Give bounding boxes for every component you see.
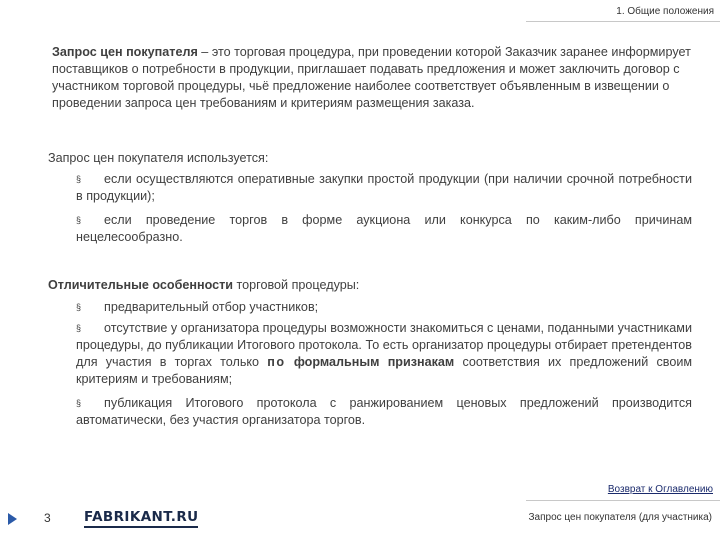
usage-item-2	[76, 212, 692, 246]
fabrikant-logo	[84, 509, 198, 525]
features-heading-bold: Отличительные особенности	[48, 278, 234, 292]
feature-emphasis-1: по	[267, 355, 286, 369]
bullet-icon: §	[76, 398, 82, 408]
back-to-contents-link[interactable]: Возврат к Оглавлению	[607, 484, 713, 495]
feature-emphasis-2: формальным признакам	[293, 355, 455, 369]
feature-item-text: публикация Итогового протокола с ранжированием ценовых предложений производится автоматически, без участия организатора торгов.	[76, 396, 692, 427]
footer-divider	[526, 500, 720, 501]
features-heading	[48, 277, 688, 294]
feature-item-text: отсутствие у организатора процедуры возможности знакомиться с ценами, поданными участниками процедуры, до публикации Итогового протокола. То есть организатор процедуры отбирает претендентов для участия в торгах только	[76, 321, 692, 369]
feature-item-text-end: соответствия их предложений своим критериям и требованиям;	[76, 355, 693, 386]
definition-term: Запрос цен покупателя	[52, 45, 198, 59]
usage-item-text: если проведение торгов в форме аукциона или конкурса по каким-либо причинам нецелесообразно.	[76, 213, 692, 244]
feature-item-3	[76, 395, 692, 429]
features-heading-text: торговой процедуры:	[233, 278, 360, 292]
feature-item-2	[76, 320, 692, 388]
usage-item-1	[76, 171, 692, 205]
bullet-icon: §	[76, 215, 82, 225]
bullet-icon: §	[76, 323, 82, 333]
feature-item-text: предварительный отбор участников;	[104, 300, 319, 314]
definition-paragraph	[52, 44, 692, 112]
bullet-icon: §	[76, 174, 82, 184]
bullet-icon: §	[76, 302, 82, 312]
usage-heading: Запрос цен покупателя используется:	[48, 151, 269, 165]
logo-underline	[84, 526, 198, 528]
definition-text: – это торговая процедура, при проведении которой Заказчик заранее информирует поставщиков о потребности в продукции, приглашает подавать предложения и может заключить договор с участником торговой процедуры, чьё предложение наиболее соответствует объявленным в извещении о проведении запроса цен требованиям и критериям размещения заказа.	[52, 45, 691, 110]
header-divider	[526, 21, 720, 22]
page-number: 3	[44, 511, 51, 525]
play-arrow-icon[interactable]	[8, 513, 17, 525]
usage-item-text: если осуществляются оперативные закупки простой продукции (при наличии срочной потребности в продукции);	[76, 172, 692, 203]
section-title: 1. Общие положения	[616, 6, 714, 17]
logo-text: FABRIKANT.RU	[84, 509, 199, 525]
feature-item-1	[76, 299, 692, 316]
document-title: Запрос цен покупателя (для участника)	[528, 512, 712, 523]
